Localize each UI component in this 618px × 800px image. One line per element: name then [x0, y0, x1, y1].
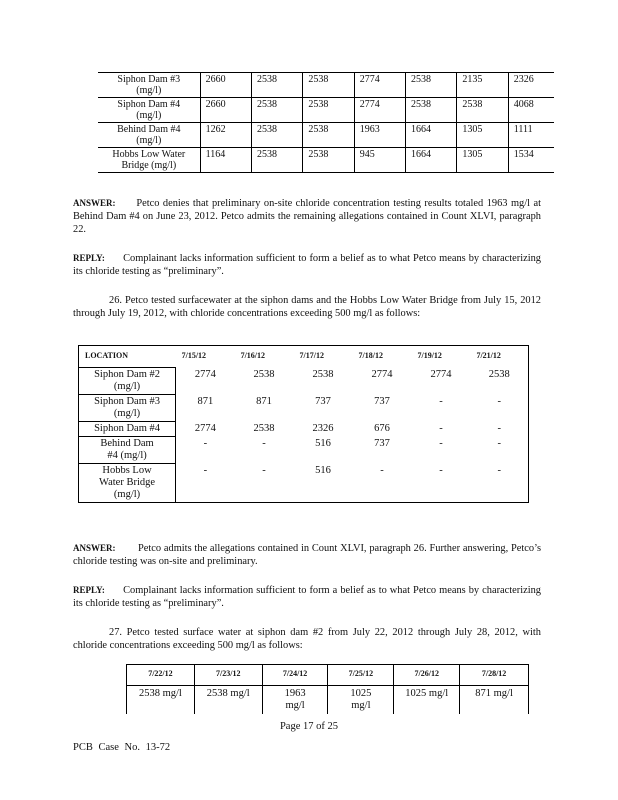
- cell-line: Siphon Dam #2: [94, 369, 160, 380]
- table-cell: 516: [315, 464, 331, 476]
- table-row: [98, 73, 554, 98]
- table-cell: 737: [374, 395, 390, 407]
- table-cell: -: [439, 464, 443, 476]
- table-cell: 2774: [194, 368, 216, 380]
- table-cell: -: [203, 464, 208, 476]
- table-cell: 871: [256, 395, 272, 407]
- paragraph-26: 26. Petco tested surfacewater at the siphon dams and the Hobbs Low Water Bridge from July 15, 2012 through July 19, 2012, with chloride concentrations exceeding 500 mg/l as follows:: [73, 295, 541, 319]
- answer-text: Petco admits the allegations contained in Count XLVI, paragraph 26. Further answering, Petco’s chloride testing was on-site and preliminary.: [73, 543, 542, 567]
- table-cell: 2538: [312, 368, 334, 380]
- table-cell: 2774: [354, 73, 405, 98]
- table-cell: 2538: [406, 98, 457, 123]
- cell-line: 871 mg/l: [475, 688, 513, 699]
- date-header: 7/18/12: [358, 351, 383, 360]
- table-cell: [262, 686, 328, 715]
- table-cell: 871: [197, 395, 214, 407]
- cell-line: Siphon Dam #3: [94, 396, 160, 407]
- table-cell: 4068: [508, 98, 548, 123]
- cell-line: (mg/l): [136, 135, 162, 146]
- table-cell: -: [497, 464, 501, 476]
- date-header: 7/28/12: [460, 665, 529, 686]
- table-cell: [460, 686, 529, 715]
- cell-line: 1963: [284, 688, 306, 699]
- table-cell: 1305: [457, 148, 508, 173]
- answer-paragraph-22: [73, 197, 541, 236]
- table-cell: 1963: [354, 123, 405, 148]
- table-cell: -: [497, 395, 501, 407]
- cell-line: (mg/l): [113, 408, 141, 419]
- table-cell: 2538: [457, 98, 508, 123]
- table-cell-empty: [548, 73, 554, 98]
- table-cell: 1111: [508, 123, 548, 148]
- table-cell: [328, 686, 394, 715]
- table-cell: 2774: [194, 422, 216, 434]
- date-header: 7/15/12: [181, 351, 207, 360]
- chloride-table-july-22-28: [126, 664, 529, 714]
- table-cell: 1305: [457, 123, 508, 148]
- row-label: [98, 98, 200, 123]
- table-cell: 2538: [303, 98, 354, 123]
- row-label: [98, 73, 200, 98]
- table-cell: 1164: [200, 148, 251, 173]
- location-header: LOCATION: [85, 351, 128, 360]
- cell-line: 1025 mg/l: [405, 688, 449, 699]
- cell-line: Behind Dam: [100, 438, 154, 449]
- table-cell: 516: [315, 437, 331, 449]
- table-cell: 2538: [253, 422, 275, 434]
- table-cell: 2538: [406, 73, 457, 98]
- table-cell-empty: [548, 148, 554, 173]
- table-cell: 2538: [251, 73, 302, 98]
- table-cell: 2135: [457, 73, 508, 98]
- date-header: 7/23/12: [194, 665, 262, 686]
- table-cell: 2326: [508, 73, 548, 98]
- table-cell: 2774: [430, 368, 452, 380]
- table-cell: 2538: [303, 148, 354, 173]
- table-cell: 2538: [488, 368, 510, 380]
- date-header: 7/25/12: [328, 665, 394, 686]
- date-header: 7/22/12: [127, 665, 195, 686]
- table-cell: 1534: [508, 148, 548, 173]
- location-cell: [79, 368, 176, 395]
- answer-paragraph-26: [73, 542, 541, 568]
- reply-label: REPLY:: [73, 253, 105, 263]
- cell-line: Behind Dam #4: [117, 124, 181, 135]
- table-cell: 2660: [200, 73, 251, 98]
- location-cell: [79, 437, 176, 464]
- row-label: [98, 123, 200, 148]
- chloride-table-june: [98, 72, 554, 173]
- cell-line: Siphon Dam #3: [117, 74, 181, 85]
- cell-line: Bridge (mg/l): [121, 160, 177, 171]
- table-cell: -: [439, 422, 443, 434]
- table-cell: [194, 686, 262, 715]
- table-cell: -: [497, 422, 501, 434]
- answer-text: Petco denies that preliminary on-site chloride concentration testing results totaled 1963 mg/l at Behind Dam #4 on June 23, 2012. Petco admits the remaining allegations contained in Count XLVI, paragraph 22.: [73, 198, 541, 235]
- table-cell-empty: [548, 123, 554, 148]
- table-row: [79, 395, 529, 422]
- case-number: PCB Case No. 13-72: [73, 742, 171, 753]
- date-header: 7/19/12: [417, 351, 442, 360]
- table-row: [98, 123, 554, 148]
- date-header: 7/26/12: [394, 665, 460, 686]
- cell-line: (mg/l): [113, 381, 141, 392]
- table-cell: 2538: [251, 123, 302, 148]
- answer-label: ANSWER:: [73, 543, 116, 553]
- chloride-table-july-15-21: [78, 345, 529, 503]
- table-cell: 2538: [303, 73, 354, 98]
- cell-line: Water Bridge: [99, 477, 156, 488]
- reply-paragraph-22: [73, 252, 541, 278]
- reply-paragraph-26: [73, 584, 541, 610]
- cell-line: Hobbs Low Water: [112, 149, 186, 160]
- table-cell-empty: [548, 98, 554, 123]
- location-cell: [79, 464, 176, 503]
- table-cell: 2326: [312, 422, 334, 434]
- cell-line: (mg/l): [136, 110, 162, 121]
- reply-label: REPLY:: [73, 585, 105, 595]
- cell-line: Siphon Dam #4: [94, 423, 160, 434]
- date-header: 7/24/12: [262, 665, 328, 686]
- reply-text: Complainant lacks information sufficient to form a belief as to what Petco means by characterizing its chloride testing as “preliminary”.: [73, 253, 541, 277]
- table-cell: -: [497, 437, 501, 449]
- table-cell: 1262: [200, 123, 251, 148]
- cell-line: (mg/l): [113, 489, 141, 500]
- answer-label: ANSWER:: [73, 198, 116, 208]
- table-cell: 1664: [406, 148, 457, 173]
- table-row: [79, 464, 529, 503]
- date-header: 7/21/12: [476, 351, 501, 360]
- table-cell: 2660: [200, 98, 251, 123]
- cell-line: (mg/l): [136, 85, 162, 96]
- paragraph-27: 27. Petco tested surface water at siphon dam #2 from July 22, 2012 through July 28, 2012, with chloride concentrations exceeding 500 mg/l as follows:: [73, 627, 541, 651]
- table-cell: -: [380, 464, 384, 476]
- table-cell: 2538: [251, 98, 302, 123]
- cell-line: Siphon Dam #4: [117, 99, 181, 110]
- table-row: [79, 422, 529, 437]
- table-cell: [394, 686, 460, 715]
- cell-line: 2538 mg/l: [138, 688, 182, 699]
- cell-line: mg/l: [351, 700, 371, 711]
- table-cell: 737: [315, 395, 331, 407]
- table-cell: 2774: [371, 368, 393, 380]
- location-cell: [79, 422, 176, 437]
- table-cell: -: [203, 437, 208, 449]
- table-cell: [127, 686, 195, 715]
- page-number: Page 17 of 25: [279, 721, 339, 732]
- row-label: [98, 148, 200, 173]
- table-cell: -: [262, 437, 266, 449]
- table-row: [98, 148, 554, 173]
- table-row: [79, 368, 529, 395]
- table-cell: 2538: [253, 368, 275, 380]
- table-cell: 2538: [303, 123, 354, 148]
- date-header: 7/16/12: [240, 351, 266, 360]
- table-cell: 2538: [251, 148, 302, 173]
- cell-line: 1025: [350, 688, 372, 699]
- reply-text: Complainant lacks information sufficient to form a belief as to what Petco means by characterizing its chloride testing as “preliminary”.: [73, 585, 541, 609]
- table-cell: 2774: [354, 98, 405, 123]
- cell-line: #4 (mg/l): [107, 450, 147, 461]
- table-cell: 945: [354, 148, 405, 173]
- table-cell: 676: [374, 422, 390, 434]
- date-header: 7/17/12: [299, 351, 324, 360]
- table-cell: -: [439, 437, 443, 449]
- table-row: [98, 98, 554, 123]
- table-cell: -: [439, 395, 443, 407]
- table-cell: -: [262, 464, 266, 476]
- table-row: [79, 437, 529, 464]
- cell-line: Hobbs Low: [102, 465, 152, 476]
- cell-line: 2538 mg/l: [206, 688, 250, 699]
- table-cell: 1664: [406, 123, 457, 148]
- location-cell: [79, 395, 176, 422]
- cell-line: mg/l: [285, 700, 305, 711]
- table-cell: 737: [374, 437, 390, 449]
